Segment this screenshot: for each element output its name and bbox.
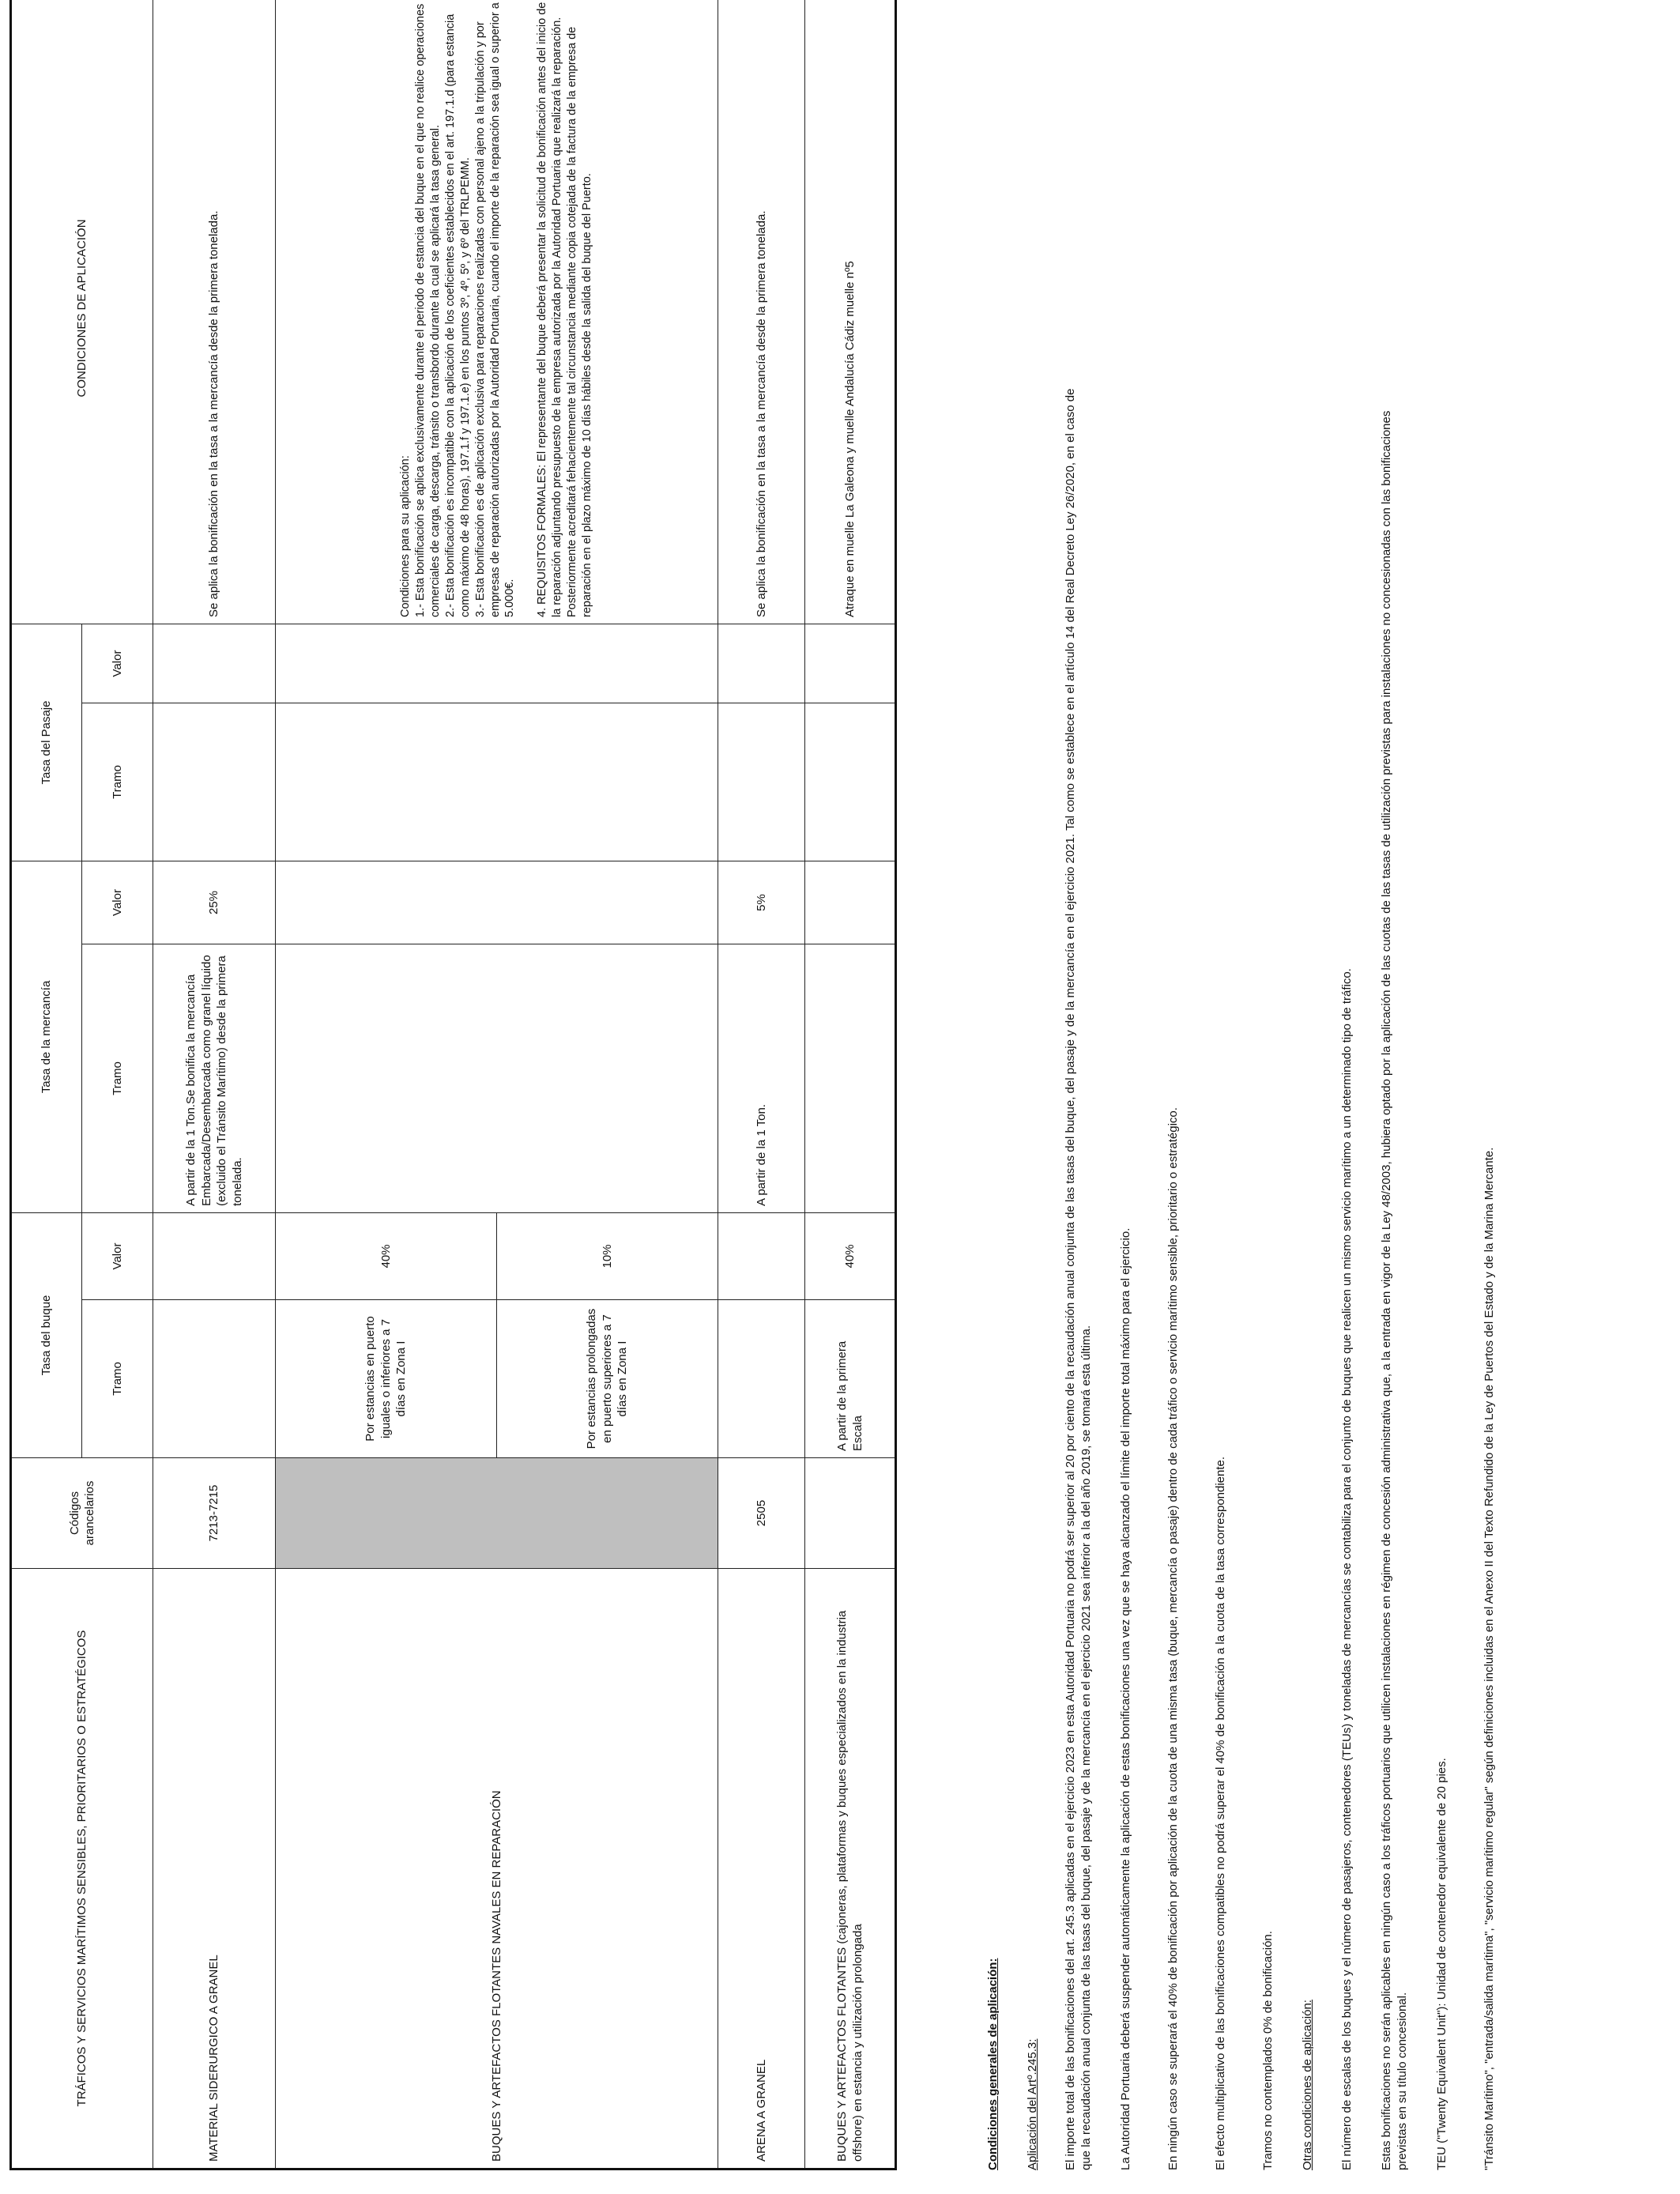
- row-reparacion-tramo1: Por estancias en puerto iguales o inferiores a 7 días en Zona I: [276, 1300, 497, 1458]
- table-row: [805, 0, 896, 2169]
- table-row: [153, 0, 276, 2169]
- header-pasaje-tramo: Tramo: [82, 703, 153, 861]
- notes-p7a: Estas bonificaciones no serán aplicables en ningún caso a los tráficos portuarios que utilicen instalaciones en régimen de concesión administrativa que, a la entrada en vigor de la Ley 48/2003, hubiera optado por la aplicación de las cuotas de las tasas de utilización previstas para instalaciones no concesionadas con las bonificaciones: [1380, 410, 1393, 2170]
- notes-p7b: previstas en su título concesional.: [1396, 1992, 1409, 2170]
- header-pasaje-valor: Valor: [82, 624, 153, 703]
- row-reparacion-cond: Condiciones para su aplicación: 1.- Esta bonificación se aplica exclusivamente durante el periodo de estancia del buque en el que no realice operaciones comerciales de carga, descarga, tránsito o transbordo durante la cual se aplicará la tasa general. 2.- Esta bonificación es incompatible con la aplicación de los coeficientes establecidos en el art. 197.1.d (para estancia como máximo de 48 horas), 197.1.f y 197.1.e) en los puntos 3º, 4º, 5º, y 6º del TRLPEMM. 3.- Esta bonificación es de aplicación exclusiva para reparaciones realizadas con personal ajeno a la tripulación y por empresas de reparación autorizadas por la Autoridad Portuaria, cuando el importe de la reparación sea igual o superior a 5.000€. 4. REQUISITOS FORMALES: El representante del buque deberá presentar la solicitud de bonificación antes del inicio de la reparación adjuntando presupuesto de la empresa autorizada por la Autoridad Portuaria que realizará la reparación. Posteriormente acreditará fehacientemente tal circunstancia mediante copia cotejada de la factura de la empresa de reparación en el plazo máximo de 10 días hábiles desde la salida del buque del Puerto.: [276, 0, 718, 624]
- bonificaciones-table: [9, 0, 897, 2170]
- row-siderurgico-codes: 7213-7215: [153, 1458, 276, 1569]
- row-reparacion-valor2: 10%: [497, 1213, 718, 1300]
- header-tasa-mercancia: Tasa de la mercancía: [11, 861, 82, 1212]
- notes-art-title: Aplicación del Artº.245.3:: [1026, 2038, 1039, 2170]
- notes-p2: La Autoridad Portuaria deberá suspender automáticamente la aplicación de estas bonificaciones una vez que se haya alcanzado el límite del importe total máximo para el ejercicio.: [1119, 1227, 1132, 2170]
- row-reparacion-codes-empty: [276, 1458, 718, 1569]
- notes-p3: En ningún caso se superará el 40% de bonificación por aplicación de la cuota de una misma tasa (buque, mercancía o pasaje) dentro de cada tráfico o servicio marítimo sensible, prioritario o estratégico.: [1166, 1107, 1180, 2170]
- notes-p8: TEU ("Twenty Equivalent Unit"): Unidad de contenedor equivalente de 20 pies.: [1435, 1758, 1448, 2170]
- notes-p1a: El importe total de las bonificaciones del art. 245.3 aplicadas en el ejercicio 2023 en esta Autoridad Portuaria no podrá ser superior al 20 por ciento de la recaudación anual conjunta de las tasas del buque, del pasaje y de la mercancía en el ejercicio 2021. Tal como se establece en el artículo 14 del Real Decreto Ley 26/2020, en el caso de: [1064, 388, 1077, 2170]
- notes-general-title: Condiciones generales de aplicación:: [986, 1958, 1000, 2170]
- header-merc-valor: Valor: [82, 861, 153, 944]
- row-arena-codes: 2505: [718, 1458, 805, 1569]
- row-siderurgico-merc-tramo: A partir de la 1 Ton.Se bonifica la mercancía Embarcada/Desembarcada como granel líquido (excluido el Tránsito Marítimo) desde la primera tonelada.: [153, 944, 276, 1213]
- header-traffic: TRÁFICOS Y SERVICIOS MARÍTIMOS SENSIBLES, PRIORITARIOS O ESTRATÉGICOS: [11, 1569, 153, 2169]
- header-buque-valor: Valor: [82, 1213, 153, 1300]
- header-tasa-pasaje: Tasa del Pasaje: [11, 624, 82, 861]
- row-siderurgico-name: MATERIAL SIDERURGICO A GRANEL: [153, 1569, 276, 2169]
- header-conditions: CONDICIONES DE APLICACIÓN: [11, 0, 153, 624]
- row-arena-name: ARENA A GRANEL: [718, 1569, 805, 2169]
- notes-other-title: Otras condiciones de aplicación:: [1301, 2000, 1314, 2170]
- row-arena-merc-valor: 5%: [718, 861, 805, 944]
- header-codes: Códigos arancelarios: [11, 1458, 153, 1569]
- table-row: [718, 0, 805, 2169]
- header-merc-tramo: Tramo: [82, 944, 153, 1213]
- notes-p9: "Tránsito Marítimo", "entrada/salida marítima", "servicio marítimo regular" según definiciones incluidas en el Anexo II del Texto Refundido de la Ley de Puertos del Estado y de la Marina Mercante.: [1482, 1147, 1496, 2170]
- row-flotantes-buque-tramo: A partir de la primera Escala: [805, 1300, 896, 1458]
- table-row: [276, 0, 497, 2169]
- row-siderurgico-cond: Se aplica la bonificación en la tasa a la mercancía desde la primera tonelada.: [153, 0, 276, 624]
- notes-p6: El número de escalas de los buques y el número de pasajeros, contenedores (TEUs) y toneladas de mercancías se contabiliza para el conjunto de buques que realicen un mismo servicio marítimo a un determinado tipo de tráfico.: [1340, 968, 1354, 2170]
- notes-p4: El efecto multiplicativo de las bonificaciones compatibles no podrá superar el 40% de bonificación a la cuota de la tasa correspondiente.: [1214, 1456, 1227, 2170]
- row-flotantes-name: BUQUES Y ARTEFACTOS FLOTANTES (cajoneras, plataformas y buques especializados en la industria offshore) en estancia y utilización prolongada: [805, 1569, 896, 2169]
- row-reparacion-name: BUQUES Y ARTEFACTOS FLOTANTES NAVALES EN REPARACIÓN: [276, 1569, 718, 2169]
- header-buque-tramo: Tramo: [82, 1300, 153, 1458]
- notes-p5: Tramos no contemplados 0% de bonificación.: [1261, 1931, 1275, 2170]
- row-arena-merc-tramo: A partir de la 1 Ton.: [718, 944, 805, 1213]
- header-tasa-buque: Tasa del buque: [11, 1213, 82, 1458]
- row-arena-cond: Se aplica la bonificación en la tasa a la mercancía desde la primera tonelada.: [718, 0, 805, 624]
- notes-p1b: que la recaudación anual conjunta de las tasas del buque, del pasaje y de la mercancía en el ejercicio 2021 sea inferior a la del año 2019, se tomará esta última.: [1079, 1325, 1093, 2170]
- row-flotantes-cond: Atraque en muelle La Galeona y muelle Andalucía Cádiz muelle nº5: [805, 0, 896, 624]
- row-reparacion-valor1: 40%: [276, 1213, 497, 1300]
- row-reparacion-tramo2: Por estancias prolongadas en puerto superiores a 7 días en Zona I: [497, 1300, 718, 1458]
- row-flotantes-buque-valor: 40%: [805, 1213, 896, 1300]
- row-siderurgico-merc-valor: 25%: [153, 861, 276, 944]
